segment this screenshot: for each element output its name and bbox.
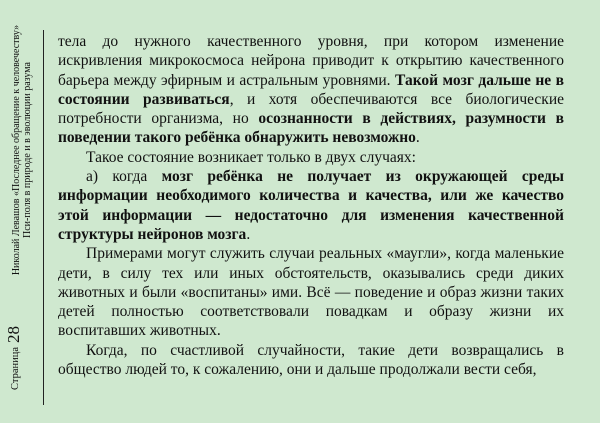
- text-run: .: [246, 225, 251, 243]
- paragraph-5: Когда, по счастливой случайности, такие дети возвращались в общество людей то, к сожалению, они и дальше продолжали вести себя,: [58, 341, 564, 379]
- page-sidebar: [0, 0, 44, 423]
- running-header: [11, 0, 33, 350]
- sidebar-divider: [43, 30, 44, 405]
- page-number: 28: [4, 326, 23, 343]
- running-header-author: Николай Левашов «Последнее обращение к человечеству»: [11, 24, 22, 276]
- bold-text-run: мозг ребёнка не получает из окружающей среды информации необходимого количества и качества, или же качество этой информации — недостаточно для изменения качественной структуры нейронов мозга: [58, 168, 564, 243]
- page-number-block: [4, 312, 24, 404]
- running-header-chapter: Пси-поля в природе и в эволюции разума: [22, 62, 33, 238]
- paragraph-3: [58, 167, 564, 244]
- paragraph-1: [58, 32, 564, 148]
- paragraph-4: Примерами могут служить случаи реальных «маугли», когда маленькие дети, в силу тех или иных обстоятельств, оказывались среди диких животных и были «воспитаны» ими. Всё — поведение и образ жизни таких детей полностью соответствовали повадкам и образу жизни их воспитавших животных.: [58, 245, 564, 340]
- page-label: Страница: [10, 347, 21, 391]
- text-run: а) когда: [86, 168, 162, 186]
- text-run: , и хотя обеспечиваются все биологические потребности организма, но: [58, 90, 564, 128]
- bold-text-run: осознанности в действиях, разумности в поведении такого ребёнка обнаружить невозможно: [58, 110, 564, 147]
- text-run: .: [415, 129, 420, 147]
- paragraph-2: Такое состояние возникает только в двух случаях:: [86, 148, 416, 166]
- page-body-text: [58, 32, 564, 379]
- text-run: тела до нужного качественного уровня, при котором изменение искривления микрокосмоса нейрона приводит к открытию качественного барьера между эфирным и астральным уровнями.: [58, 33, 564, 89]
- bold-text-run: Такой мозг дальше не в состоянии развиваться: [58, 71, 564, 108]
